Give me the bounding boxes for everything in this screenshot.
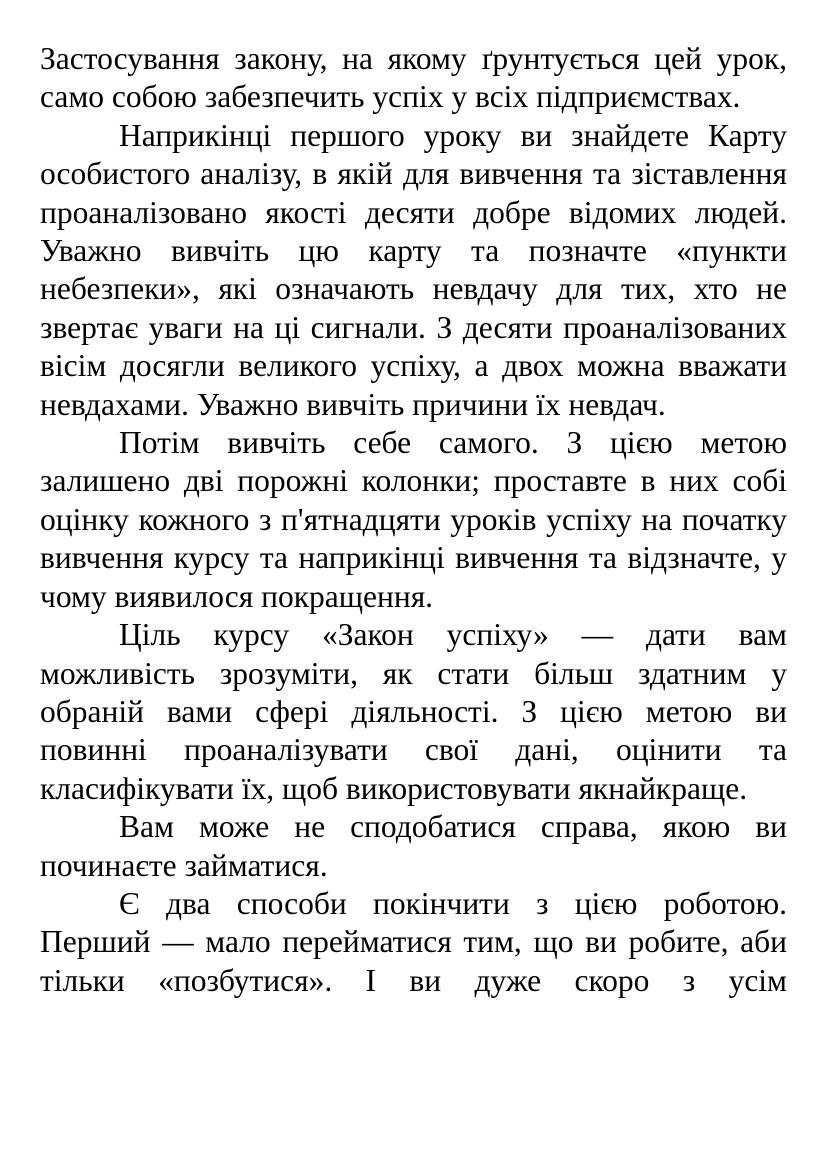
paragraph-3: Потім вивчіть себе самого. З цією метою залишено дві порожні колонки; проставте в них собі оцінку кожного з п'ятнадцяти уроків успіху на початку вивчення курсу та наприкінці вивчення та відзначте, у чому виявилося покращення. [40, 425, 787, 614]
paragraph-2: Наприкінці першого уроку ви знайдете Карту особистого аналізу, в якій для вивчення та зіставлення проаналізовано якості десяти добре відомих людей. Уважно вивчіть цю карту та позначте «пункти небезпеки», які означають невдачу для тих, хто не звертає уваги на ці сигнали. З десяти проаналізованих вісім досягли великого успіху, а двох можна вважати невдахами. Уважно вивчіть причини їх невдач. [40, 117, 787, 422]
paragraph-4: Ціль курсу «Закон успіху» — дати вам можливість зрозуміти, як стати більш здатним у обраній вами сфері діяльності. З цією метою ви повинні проаналізувати свої дані, оцінити та класифікувати їх, щоб використовувати якнайкраще. [40, 617, 787, 806]
document-page [40, 40, 787, 1000]
paragraph-6: Є два способи покінчити з цією роботою. Перший — мало перейматися тим, що ви робите, аби тільки «позбутися». І ви дуже скоро з усім [40, 885, 787, 998]
paragraph-5: Вам може не сподобатися справа, якою ви починаєте займатися. [40, 809, 787, 883]
paragraph-1: Застосування закону, на якому ґрунтується цей урок, само собою забезпечить успіх у всіх підприємствах. [40, 41, 787, 115]
